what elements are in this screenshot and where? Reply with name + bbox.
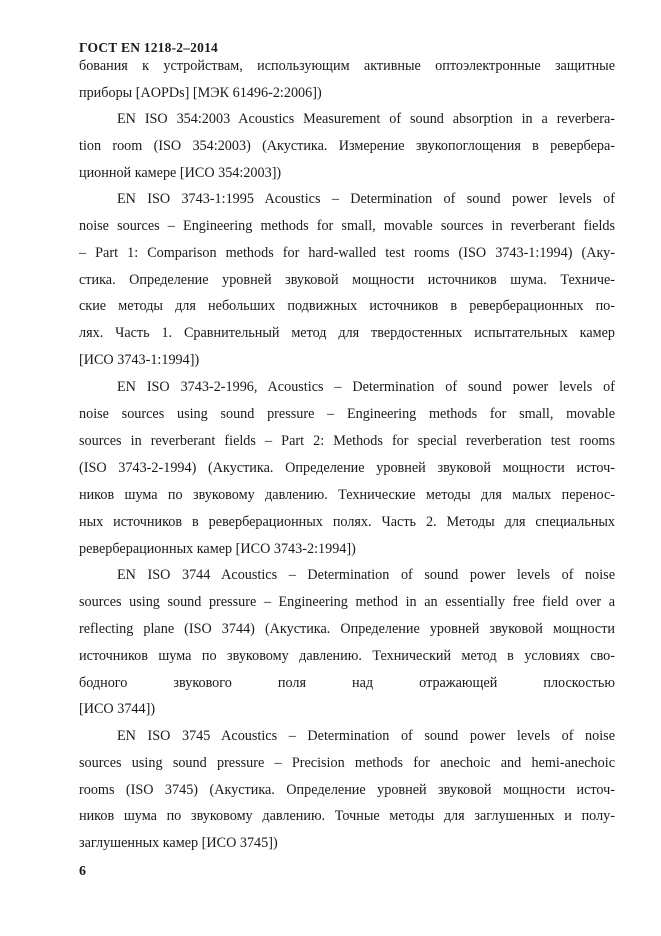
text-line: заглушенных камер [ИСО 3745]) (79, 835, 278, 851)
text-line: (ISO 3743-2-1994) (Акустика. Определение уровней звуковой мощности источ- (79, 460, 615, 476)
text-line: [ИСО 3743-1:1994]) (79, 352, 200, 368)
text-line: EN ISO 3743-1:1995 Acoustics – Determination of sound power levels of (117, 191, 615, 207)
text-line: лях. Часть 1. Сравнительный метод для твердостенных испытательных камер (79, 325, 615, 341)
text-line: EN ISO 3745 Acoustics – Determination of sound power levels of noise (117, 728, 615, 744)
text-line: [ИСО 3744]) (79, 701, 156, 717)
text-line: ников шума по звуковому давлению. Точные методы для заглушенных и полу- (79, 808, 615, 824)
text-line: реверберационных камер [ИСО 3743-2:1994]) (79, 541, 356, 557)
text-line: бодного звукового поля над отражающей плоскостью (79, 675, 615, 691)
text-line: EN ISO 354:2003 Acoustics Measurement of sound absorption in a reverbera- (117, 111, 615, 127)
text-line: ские методы для небольших подвижных источников в реверберационных по- (79, 298, 615, 314)
text-line: бования к устройствам, использующим активные оптоэлектронные защитные (79, 58, 615, 74)
text-line: ников шума по звуковому давлению. Технические методы для малых перенос- (79, 487, 615, 503)
text-line: noise sources – Engineering methods for small, movable sources in reverberant fields (79, 218, 615, 234)
text-line: reflecting plane (ISO 3744) (Акустика. Определение уровней звуковой мощности (79, 621, 615, 637)
document-header: ГОСТ EN 1218-2–2014 (79, 40, 218, 55)
page-number: 6 (79, 864, 86, 879)
text-line: sources using sound pressure – Engineering method in an essentially free field over a (79, 594, 615, 610)
text-line: приборы [AOPDs] [МЭК 61496-2:2006]) (79, 85, 322, 101)
text-line: ционной камере [ИСО 354:2003]) (79, 165, 282, 181)
text-line: sources in reverberant fields – Part 2: Methods for special reverberation test rooms (79, 433, 615, 449)
text-line: – Part 1: Comparison methods for hard-walled test rooms (ISO 3743-1:1994) (Аку- (79, 245, 615, 261)
text-line: стика. Определение уровней звуковой мощности источников шума. Техниче- (79, 272, 615, 288)
text-line: EN ISO 3744 Acoustics – Determination of sound power levels of noise (117, 567, 615, 583)
text-line: источников шума по звуковому давлению. Технический метод в условиях сво- (79, 648, 615, 664)
text-line: tion room (ISO 354:2003) (Акустика. Измерение звукопоглощения в ревербера- (79, 138, 615, 154)
text-line: noise sources using sound pressure – Engineering methods for small, movable (79, 406, 615, 422)
text-line: sources using sound pressure – Precision methods for anechoic and hemi-anechoic (79, 755, 615, 771)
text-line: rooms (ISO 3745) (Акустика. Определение уровней звуковой мощности источ- (79, 782, 615, 798)
text-line: ных источников в реверберационных полях. Часть 2. Методы для специальных (79, 514, 615, 530)
text-line: EN ISO 3743-2-1996, Acoustics – Determination of sound power levels of (117, 379, 615, 395)
